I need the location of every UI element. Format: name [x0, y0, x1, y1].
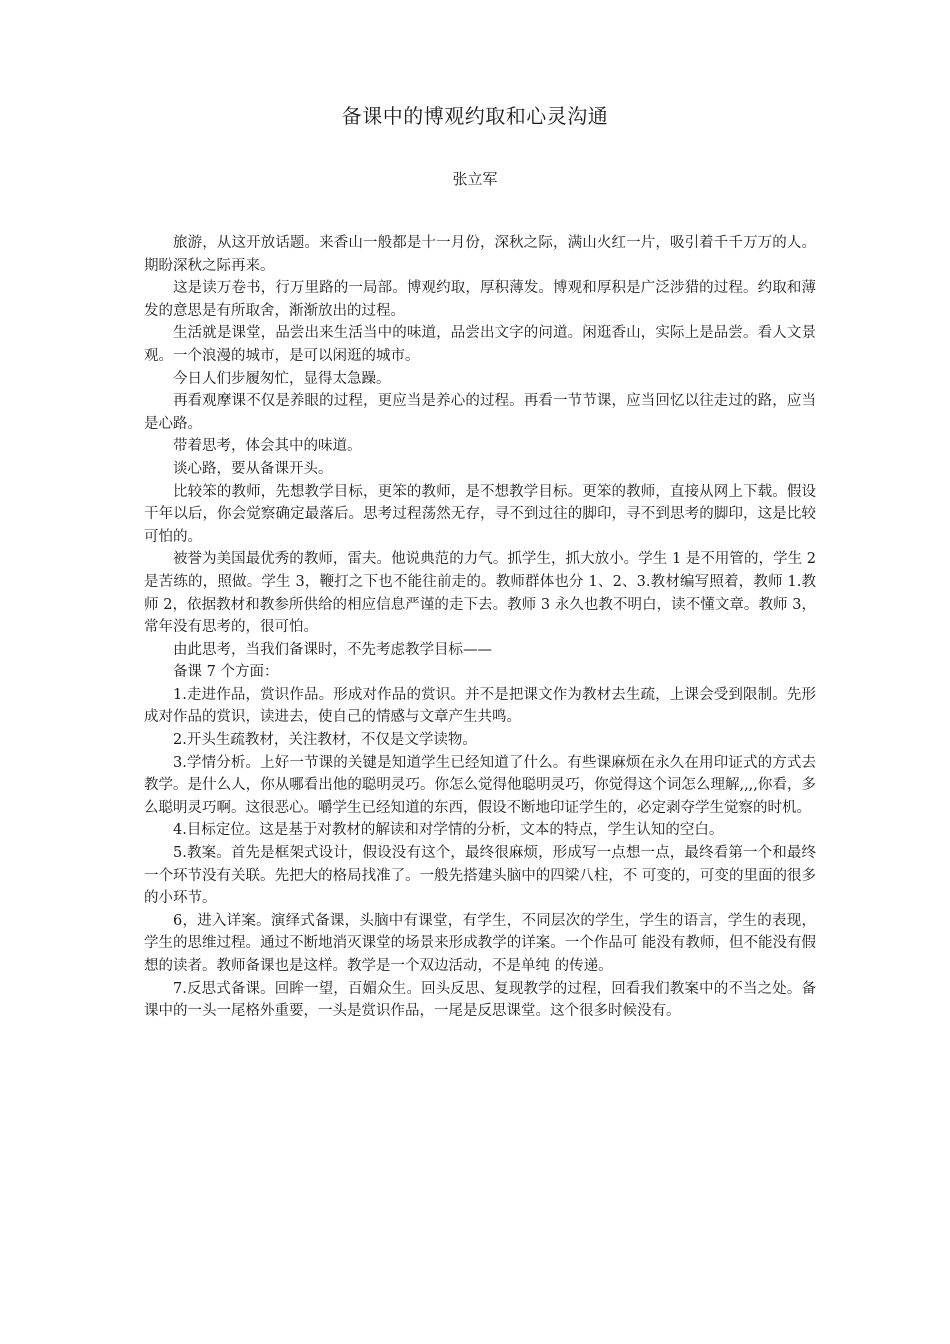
paragraph: 再看观摩课不仅是养眼的过程，更应当是养心的过程。再看一节节课，应当回忆以往走过的路，应当是心路。	[144, 393, 816, 432]
paragraph: 由此思考，当我们备课时，不先考虑教学目标——	[173, 641, 492, 658]
paragraph: 今日人们步履匆忙，显得太急躁。	[173, 370, 391, 387]
paragraph: 7.反思式备课。回眸一望，百媚众生。回头反思、复现教学的过程，回看我们教案中的不当之处。备课中的一头一尾格外重要，一头是赏识作品，一尾是反思课堂。这个很多时候没有。	[144, 980, 816, 1020]
paragraph: 5.教案。首先是框架式设计，假设没有这个，最终很麻烦，形成写一点想一点，最终看第一个和最终一个环节没有关联。先把大的格局找准了。一般先搭建头脑中的四梁八柱，不 可变的，可变的里面的很多的小环节。	[144, 845, 816, 907]
paragraph: 4.目标定位。这是基于对教材的解读和对学情的分析，文本的特点，学生认知的空白。	[173, 822, 724, 839]
paragraph: 生活就是课堂，品尝出来生活当中的味道，品尝出文字的问道。闲逛香山，实际上是品尝。看人文景观。一个浪漫的城市，是可以闲逛的城市。	[144, 325, 816, 364]
paragraph: 比较笨的教师，先想教学目标，更笨的教师，是不想教学目标。更笨的教师，直接从网上下载。假设干年以后，你会觉察确定最落后。思考过程荡然无存，寻不到过往的脚印，寻不到思考的脚印，这是比较可怕的。	[144, 483, 816, 545]
paragraph: 带着思考，体会其中的味道。	[173, 438, 362, 455]
paragraph: 1.走进作品，赏识作品。形成对作品的赏识。并不是把课文作为教材去生疏，上课会受到限制。先形成对作品的赏识，读进去，使自己的情感与文章产生共鸣。	[144, 686, 816, 726]
paragraph: 谈心路，要从备课开头。	[173, 460, 333, 477]
paragraph: 这是读万卷书，行万里路的一局部。博观约取，厚积薄发。博观和厚积是广泛涉猎的过程。约取和薄发的意思是有所取舍，渐渐放出的过程。	[144, 280, 816, 319]
paragraph: 被誉为美国最优秀的教师，雷夫。他说典范的力气。抓学生，抓大放小。学生 1 是不用管的，学生 2 是苦练的，照做。学生 3，鞭打之下也不能往前走的。教师群体也分 1、2、3.教材编写照着，教师 1.教师 2，依据教材和教参所供给的相应信息严谨的走下去。教师 3 永久也教不明白，读不懂文章。教师 3，常年没有思考的，很可怕。	[144, 551, 816, 636]
document-title: 备课中的博观约取和心灵沟通	[341, 104, 609, 128]
paragraph: 3.学情分析。上好一节课的关键是知道学生已经知道了什么。有些课麻烦在永久在用印证式的方式去教学。是什么人，你从哪看出他的聪明灵巧。你怎么觉得他聪明灵巧，你觉得这个词怎么理解,,,,你看，多么聪明灵巧啊。这很恶心。嚼学生已经知道的东西，假设不断地印证学生的，必定剥夺学生觉察的时机。	[144, 754, 816, 816]
paragraph: 旅游，从这开放话题。来香山一般都是十一月份，深秋之际，满山火红一片，吸引着千千万万的人。期盼深秋之际再来。	[144, 235, 816, 274]
document-body	[144, 232, 816, 1023]
paragraph: 备课 7 个方面：	[173, 664, 279, 681]
paragraph: 6，进入详案。演绎式备课，头脑中有课堂，有学生，不同层次的学生，学生的语言，学生的表现，学生的思维过程。通过不断地消灭课堂的场景来形成教学的详案。一个作品可 能没有教师，但不能没有假想的读者。教师备课也是这样。教学是一个双边活动，不是单纯 的传递。	[144, 912, 816, 974]
document-author: 张立军	[452, 170, 498, 188]
paragraph: 2.开头生疏教材，关注教材，不仅是文学读物。	[173, 732, 477, 749]
